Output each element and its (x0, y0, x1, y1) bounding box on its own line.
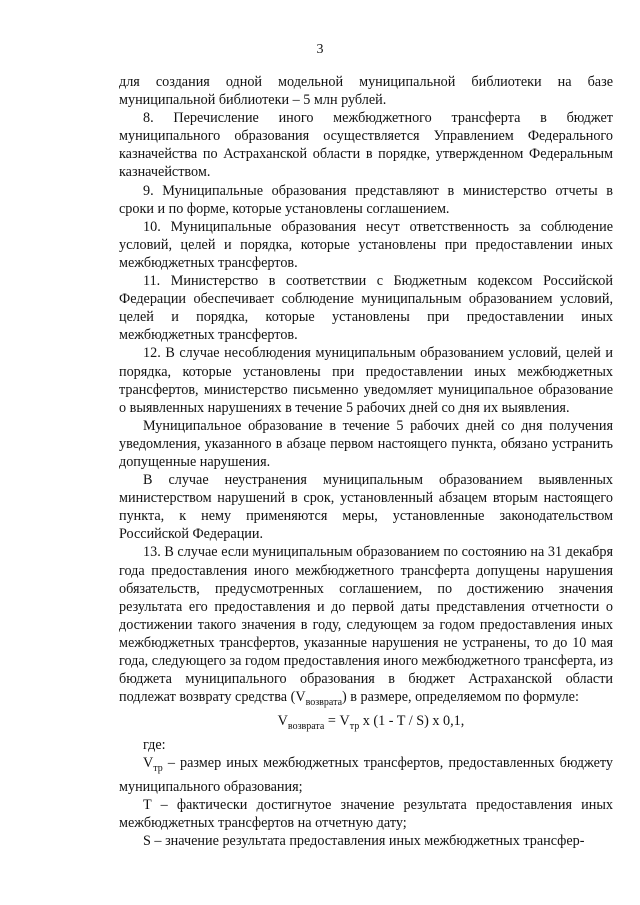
formula (119, 712, 613, 736)
paragraph-11: 11. Министерство в соответствии с Бюджетным кодексом Российской Федерации обеспечивает соблюдение муниципальным образованием условий, целей и порядка, которые установлены при предоставлении иных межбюджетных трансфертов. (119, 273, 613, 344)
paragraph-13 (119, 543, 613, 712)
formula-sub-return: возврата (287, 720, 325, 732)
paragraph-12: 12. В случае несоблюдения муниципальным образованием условий, целей и порядка, которые установлены при предоставлении иных межбюджетных трансфертов, министерство письменно уведомляет муниципальное образование о выявленных нарушениях в течение 5 рабочих дней со дня их выявления. (119, 345, 613, 416)
definition-s: S – значение результата предоставления иных межбюджетных трансфер- (143, 833, 585, 850)
definition-vtr-text: – размер иных межбюджетных трансфертов, предоставленных бюджету муниципального образования; (119, 755, 613, 796)
document-body (119, 73, 613, 850)
paragraph-12-third: В случае неустранения муниципальным образованием выявленных министерством нарушений в срок, установленный абзацем вторым настоящего пункта, к нему применяются меры, установленные законодательством Российской Федерации. (119, 472, 613, 543)
paragraph-12-second: Муниципальное образование в течение 5 рабочих дней со дня получения уведомления, указанного в абзаце первом настоящего пункта, обязано устранить допущенные нарушения. (119, 417, 613, 470)
paragraph-10: 10. Муниципальные образования несут ответственность за соблюдение условий, целей и порядка, которые установлены при предоставлении иных межбюджетных трансфертов. (119, 218, 613, 271)
formula-rest: x (1 - T / S) x 0,1, (359, 713, 465, 730)
paragraph-13-subscript: возврата (305, 697, 343, 709)
formula-v: V (277, 713, 288, 730)
paragraph-continuation: для создания одной модельной муниципальной библиотеки на базе муниципальной библиотеки – 5 млн рублей. (119, 74, 613, 109)
paragraph-13-end: ) в размере, определяемом по формуле: (342, 689, 579, 706)
paragraph-13-text: 13. В случае если муниципальным образованием по состоянию на 31 декабря года предоставления иного межбюджетного трансферта допущены нарушения обязательств, предусмотренных соглашением, по достижению значения результата его предоставления и до первой даты представления отчетности о достижении такого значения в году, следующем за годом предоставления иных межбюджетных трансфертов, указанные нарушения не устранены, то до 10 мая года, следующего за годом предоставления иного межбюджетного трансферта, из бюджета муниципального образования в бюджет Астраханской области подлежат возврату средства (V (119, 544, 613, 706)
page-number: 3 (316, 42, 324, 57)
definition-vtr (119, 754, 613, 796)
where-label: где: (143, 737, 166, 754)
paragraph-8: 8. Перечисление иного межбюджетного трансферта в бюджет муниципального образования осуществляется Управлением Федерального казначейства по Астраханской области в порядке, утвержденном Федеральным казначейством. (119, 110, 613, 181)
formula-sub-tr: тр (349, 720, 360, 732)
definition-vtr-sub: тр (153, 762, 163, 774)
definition-vtr-symbol: V (143, 755, 154, 772)
formula-eq: = V (324, 713, 350, 730)
paragraph-9: 9. Муниципальные образования представляют в министерство отчеты в сроки и по форме, которые установлены соглашением. (119, 182, 613, 217)
definition-t: T – фактически достигнутое значение результата предоставления иных межбюджетных трансфертов на отчетную дату; (119, 797, 613, 832)
